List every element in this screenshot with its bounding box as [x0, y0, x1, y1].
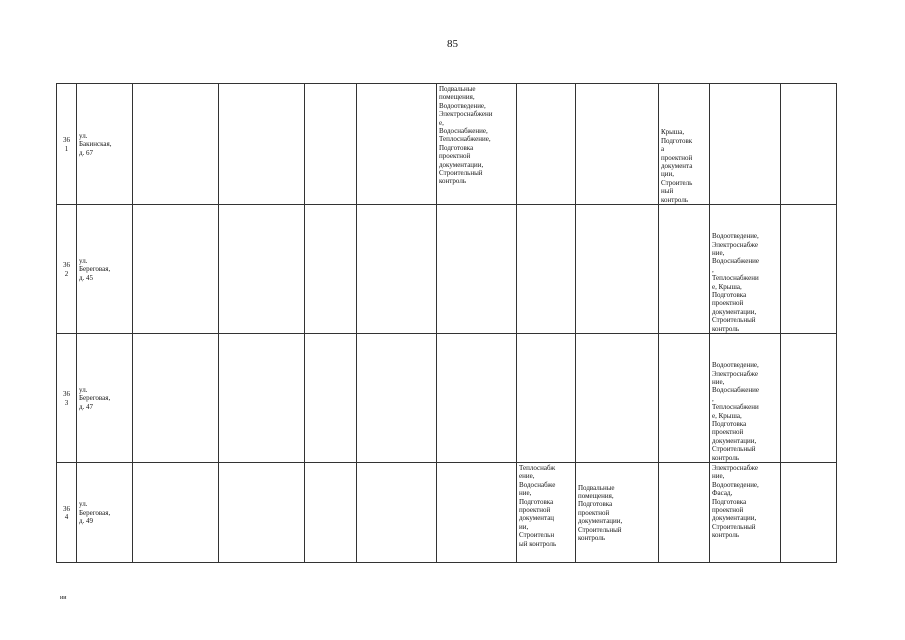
table-row: [57, 84, 837, 205]
empty-cell: [305, 84, 357, 205]
row-number: 36 2: [57, 205, 77, 334]
empty-cell: [305, 463, 357, 563]
page-number: 85: [447, 38, 458, 50]
empty-cell: [781, 334, 837, 463]
works-cell: [659, 205, 710, 334]
works-cell: [437, 463, 517, 563]
empty-cell: [133, 463, 219, 563]
works-cell: [517, 84, 576, 205]
address-cell: ул. Береговая, д. 49: [77, 463, 133, 563]
footer-mark: ии: [60, 595, 67, 601]
empty-cell: [133, 334, 219, 463]
empty-cell: [219, 334, 305, 463]
works-cell: Подвальные помещения, Подготовка проектной документации, Строительный контроль: [576, 463, 659, 563]
empty-cell: [219, 205, 305, 334]
empty-cell: [133, 84, 219, 205]
works-cell: Водоотведение, Электроснабже ние, Водоснабжение , Теплоснабжени е, Крыша, Подготовка проектной документации, Строительный контроль: [710, 334, 781, 463]
empty-cell: [781, 463, 837, 563]
address-cell: ул. Бакинская, д. 67: [77, 84, 133, 205]
works-cell: Водоотведение, Электроснабже ние, Водоснабжение , Теплоснабжени е, Крыша, Подготовка проектной документации, Строительный контроль: [710, 205, 781, 334]
row-number: 36 3: [57, 334, 77, 463]
works-table: [56, 83, 837, 563]
empty-cell: [357, 84, 437, 205]
works-cell: [659, 463, 710, 563]
empty-cell: [357, 463, 437, 563]
works-cell: [437, 334, 517, 463]
table-row: [57, 463, 837, 563]
works-cell: [517, 205, 576, 334]
empty-cell: [781, 84, 837, 205]
works-cell: [437, 205, 517, 334]
table-row: [57, 205, 837, 334]
table-row: [57, 334, 837, 463]
works-cell: [576, 205, 659, 334]
empty-cell: [219, 84, 305, 205]
empty-cell: [357, 205, 437, 334]
works-cell: [659, 334, 710, 463]
address-cell: ул. Береговая, д. 47: [77, 334, 133, 463]
works-cell: Теплоснабж ение, Водоснабже ние, Подготовка проектной документац ии, Строительн ый контроль: [517, 463, 576, 563]
empty-cell: [781, 205, 837, 334]
works-cell: [576, 334, 659, 463]
works-cell: [517, 334, 576, 463]
address-cell: ул. Береговая, д. 45: [77, 205, 133, 334]
empty-cell: [357, 334, 437, 463]
works-cell: Крыша, Подготовк а проектной документа ции, Строитель ный контроль: [659, 84, 710, 205]
works-cell: Электроснабже ние, Водоотведение, Фасад, Подготовка проектной документации, Строительный контроль: [710, 463, 781, 563]
empty-cell: [305, 205, 357, 334]
row-number: 36 1: [57, 84, 77, 205]
works-cell: [576, 84, 659, 205]
empty-cell: [305, 334, 357, 463]
row-number: 36 4: [57, 463, 77, 563]
works-cell: [710, 84, 781, 205]
works-cell: Подвальные помещения, Водоотведение, Электроснабжени е, Водоснабжение, Теплоснабжение, Подготовка проектной документации, Строительный контроль: [437, 84, 517, 205]
empty-cell: [219, 463, 305, 563]
empty-cell: [133, 205, 219, 334]
